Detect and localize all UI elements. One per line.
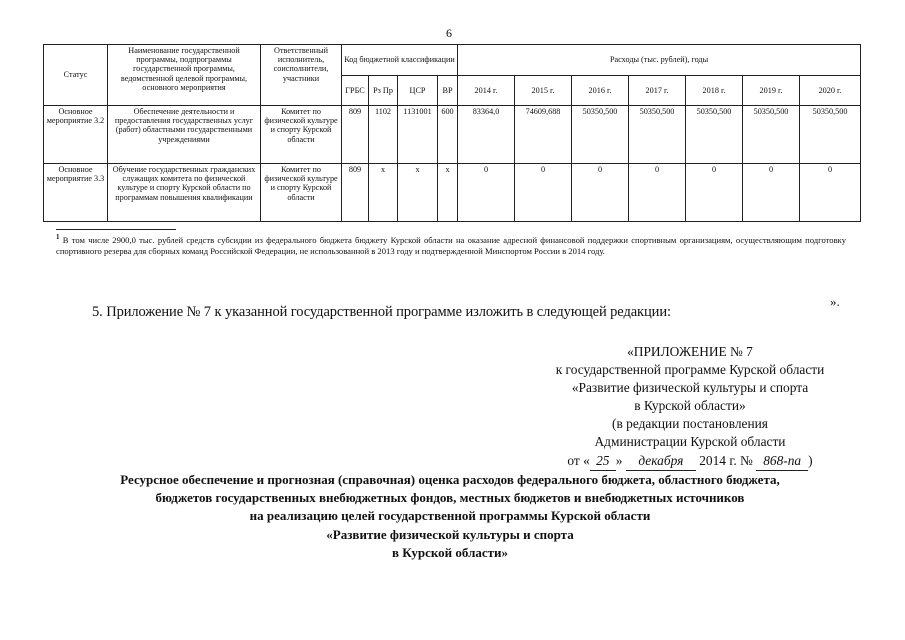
date-day: 25 (590, 452, 616, 471)
row-value: 0 (572, 164, 629, 222)
appendix-line: (в редакции постановления (612, 416, 768, 432)
header-year: 2015 г. (515, 76, 572, 106)
appendix-line: «Развитие физической культуры и спорта (571, 380, 809, 396)
row-code: 600 (438, 106, 458, 164)
row-responsible: Комитет по физической культуре и спорту Курской области (261, 106, 342, 164)
row-responsible: Комитет по физической культуре и спорту Курской области (261, 164, 342, 222)
row-code: 1102 (369, 106, 398, 164)
appendix-title: «ПРИЛОЖЕНИЕ № 7 (627, 344, 753, 359)
footnote-mark: 1 (56, 233, 60, 241)
row-code: 1131001 (398, 106, 438, 164)
header-year: 2016 г. (572, 76, 629, 106)
row-status: Основное мероприятие 3.3 (44, 164, 108, 222)
header-year: 2018 г. (686, 76, 743, 106)
date-prefix: от « (567, 452, 590, 468)
header-expenses: Расходы (тыс. рублей), годы (458, 45, 861, 76)
row-code: х (438, 164, 458, 222)
closing-quote: ». (830, 294, 840, 309)
row-code: 809 (342, 164, 369, 222)
header-code-grbs: ГРБС (342, 76, 369, 106)
footnote-divider (56, 229, 176, 230)
row-name: Обучение государственных гражданских служащих комитета по физической культуре и спорту Курской области по программам повышения квалификации (108, 164, 261, 222)
page-number: 6 (446, 26, 452, 40)
row-value: 0 (458, 164, 515, 222)
row-code: х (369, 164, 398, 222)
row-status: Основное мероприятие 3.2 (44, 106, 108, 164)
header-code-rzpr: Рз Пр (369, 76, 398, 106)
row-value: 0 (743, 164, 800, 222)
row-value: 74609,688 (515, 106, 572, 164)
footnote (56, 233, 846, 258)
table-row (44, 106, 861, 164)
appendix-line: Администрации Курской области (594, 434, 786, 450)
heading-line: бюджетов государственных внебюджетных фондов, местных бюджетов и внебюджетных источников (155, 490, 745, 506)
row-value: 0 (686, 164, 743, 222)
appendix-line: в Курской области» (634, 398, 746, 414)
appendix-line: к государственной программе Курской области (555, 362, 825, 378)
header-code-csr: ЦСР (398, 76, 438, 106)
appendix-date-line (520, 452, 860, 471)
row-value: 0 (629, 164, 686, 222)
row-code: х (398, 164, 438, 222)
date-mid: » (615, 452, 623, 468)
row-value: 83364,0 (458, 106, 515, 164)
section-heading (40, 471, 860, 562)
appendix-block (520, 343, 860, 471)
date-month: декабря (626, 452, 696, 471)
heading-line: в Курской области» (391, 544, 509, 560)
row-value: 0 (515, 164, 572, 222)
header-budget-code: Код бюджетной классификации (342, 45, 458, 76)
date-suffix: ) (808, 452, 813, 468)
table-row (44, 164, 861, 222)
header-year: 2019 г. (743, 76, 800, 106)
heading-line: «Развитие физической культуры и спорта (326, 526, 574, 542)
header-year: 2014 г. (458, 76, 515, 106)
decree-number: 868-па (756, 452, 808, 471)
header-year: 2017 г. (629, 76, 686, 106)
table-header-row (44, 45, 861, 76)
header-name: Наименование государственной программы, подпрограммы государственной программы, ведомственной целевой программы, основного мероприятия (108, 45, 261, 106)
row-value: 50350,500 (572, 106, 629, 164)
row-code: 809 (342, 106, 369, 164)
date-year: 2014 г. № (699, 452, 753, 468)
header-responsible: Ответственный исполнитель, соисполнители, участники (261, 45, 342, 106)
row-value: 50350,500 (743, 106, 800, 164)
header-code-vr: ВР (438, 76, 458, 106)
item-5-text: 5. Приложение № 7 к указанной государственной программе изложить в следующей редакции: (92, 304, 671, 320)
row-name: Обеспечение деятельности и предоставления государственных услуг (работ) областными государственными учреждениями (108, 106, 261, 164)
budget-table (43, 44, 861, 222)
footnote-text: В том числе 2900,0 тыс. рублей средств субсидии из федерального бюджета бюджету Курской области на оказание адресной финансовой поддержки спортивным организациям, осуществляющим подготовку спортивного резерва для сборных команд Российской Федерации, не использованной в 2013 году и подтвержденной Минспортом России в 2014 году. (56, 234, 846, 257)
header-status: Статус (44, 45, 108, 106)
row-value: 50350,500 (629, 106, 686, 164)
row-value: 50350,500 (800, 106, 861, 164)
row-value: 0 (800, 164, 861, 222)
heading-line: Ресурсное обеспечение и прогнозная (справочная) оценка расходов федерального бюджета, областного бюджета, (120, 472, 780, 487)
header-year: 2020 г. (800, 76, 861, 106)
heading-line: на реализацию целей государственной программы Курской области (249, 508, 651, 524)
row-value: 50350,500 (686, 106, 743, 164)
